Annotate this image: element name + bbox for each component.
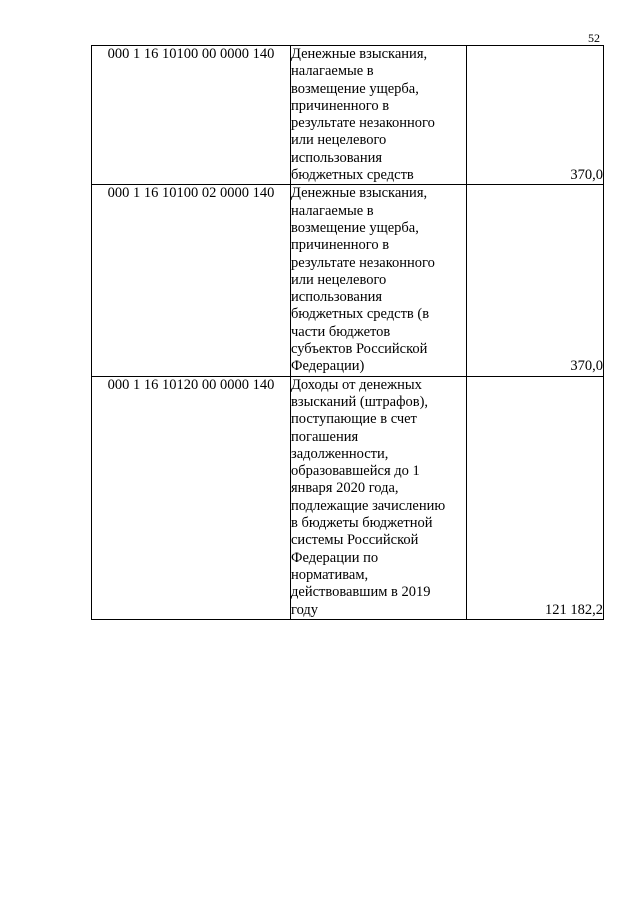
amount-value: 370,0	[467, 46, 604, 185]
description-line: образовавшейся до 1	[291, 463, 420, 480]
description-line: взысканий (штрафов),	[291, 393, 429, 410]
description-line: результате незаконного	[291, 254, 435, 271]
revenue-description	[291, 185, 467, 376]
description-line: субъектов Российской	[291, 341, 428, 358]
description-line: Федерации)	[291, 358, 365, 375]
budget-revenue-table	[91, 45, 604, 620]
description-line: нормативам,	[291, 566, 369, 583]
description-line: Доходы от денежных	[291, 376, 422, 393]
description-line: Федерации по	[291, 549, 379, 566]
classification-code: 000 1 16 10100 02 0000 140	[92, 185, 291, 376]
description-line: возмещение ущерба,	[291, 219, 419, 236]
amount-value: 370,0	[467, 185, 604, 376]
description-line: действовавшим в 2019	[291, 584, 431, 601]
amount-value: 121 182,2	[467, 376, 604, 619]
description-line: января 2020 года,	[291, 480, 399, 497]
description-line: причиненного в	[291, 237, 390, 254]
table-row	[92, 46, 604, 185]
description-line: части бюджетов	[291, 323, 391, 340]
description-line: результате незаконного	[291, 115, 435, 132]
description-line: системы Российской	[291, 532, 419, 549]
description-line: Денежные взыскания,	[291, 185, 428, 202]
description-line: погашения	[291, 428, 359, 445]
revenue-description	[291, 46, 467, 185]
classification-code: 000 1 16 10100 00 0000 140	[92, 46, 291, 185]
page-number: 52	[588, 31, 600, 45]
description-line: или нецелевого	[291, 271, 387, 288]
description-line: или нецелевого	[291, 132, 387, 149]
description-line: задолженности,	[291, 445, 389, 462]
table-row	[92, 376, 604, 619]
description-line: поступающие в счет	[291, 411, 417, 428]
description-line: использования	[291, 289, 383, 306]
description-line: налагаемые в	[291, 202, 374, 219]
description-line: подлежащие зачислению	[291, 497, 446, 514]
revenue-description	[291, 376, 467, 619]
description-line: использования	[291, 149, 383, 166]
description-line: году	[291, 601, 319, 618]
description-line: бюджетных средств	[291, 167, 414, 184]
description-line: Денежные взыскания,	[291, 46, 428, 62]
description-line: налагаемые в	[291, 63, 374, 80]
classification-code: 000 1 16 10120 00 0000 140	[92, 376, 291, 619]
description-line: возмещение ущерба,	[291, 80, 419, 97]
table-row	[92, 185, 604, 376]
description-line: в бюджеты бюджетной	[291, 515, 433, 532]
description-line: бюджетных средств (в	[291, 306, 430, 323]
description-line: причиненного в	[291, 97, 390, 114]
